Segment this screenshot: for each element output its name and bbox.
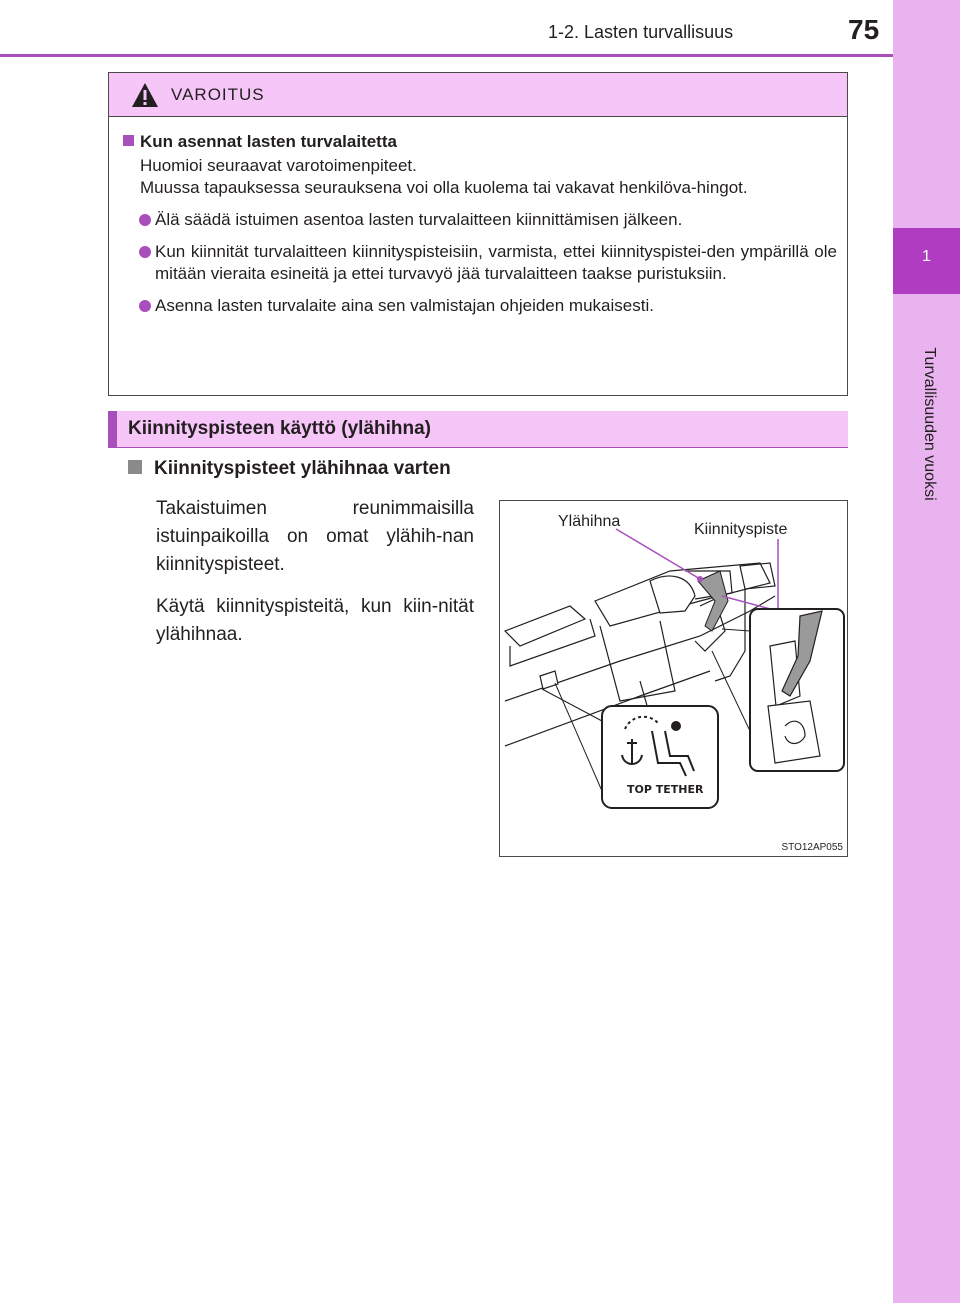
subheading-row	[128, 458, 451, 480]
section-heading: Kiinnityspisteen käyttö (ylähihna)	[128, 418, 431, 439]
square-bullet-icon	[123, 135, 134, 146]
chapter-number: 1	[922, 248, 931, 265]
warning-bullet	[123, 209, 837, 231]
chapter-side-tab	[893, 0, 960, 1303]
warning-intro-1: Huomioi seuraavat varotoimenpiteet.	[140, 156, 417, 175]
body-paragraph-1: Takaistuimen reunimmaisilla istuinpaikoilla on omat ylähih-nan kiinnityspisteet.	[156, 498, 474, 575]
section-heading-bar	[108, 411, 848, 448]
header-rule	[0, 54, 893, 57]
warning-header	[109, 73, 847, 117]
warning-triangle-icon	[131, 82, 159, 108]
round-bullet-icon	[139, 214, 151, 226]
warning-heading: Kun asennat lasten turvalaitetta	[140, 132, 397, 151]
warning-body	[123, 131, 837, 317]
top-tether-badge-text: TOP TETHER	[627, 783, 704, 796]
warning-bullet	[123, 295, 837, 317]
warning-bullet	[123, 241, 837, 285]
heading-accent	[108, 411, 117, 447]
round-bullet-icon	[139, 246, 151, 258]
warning-box	[108, 72, 848, 396]
subheading: Kiinnityspisteet ylähihnaa varten	[154, 458, 451, 479]
round-bullet-icon	[139, 300, 151, 312]
warning-bullet-text: Kun kiinnität turvalaitteen kiinnityspisteisiin, varmista, ettei kiinnityspistei-den ympärillä ole mitään vieraita esineitä ja ettei turvavyö jää turvalaitteen taakse puristuksiin.	[155, 242, 837, 283]
warning-title: VAROITUS	[171, 85, 265, 104]
chapter-title-container	[896, 300, 938, 560]
body-paragraph-2: Käytä kiinnityspisteitä, kun kiin-nität ylähihnaa.	[156, 596, 474, 645]
section-title: 1-2. Lasten turvallisuus	[548, 22, 734, 42]
warning-intro-2: Muussa tapauksessa seurauksena voi olla kuolema tai vakavat henkilöva-hingot.	[140, 178, 748, 197]
warning-bullet-text: Älä säädä istuimen asentoa lasten turvalaitteen kiinnittämisen jälkeen.	[155, 210, 683, 229]
label-strap: Ylähihna	[558, 513, 621, 530]
square-bullet-icon	[128, 460, 142, 474]
warning-heading-row	[123, 131, 837, 153]
figure-code: STO12AP055	[781, 842, 843, 853]
seat-illustration	[500, 501, 846, 855]
label-anchor: Kiinnityspiste	[694, 521, 788, 538]
tether-illustration	[499, 500, 848, 857]
warning-bullet-text: Asenna lasten turvalaite aina sen valmistajan ohjeiden mukaisesti.	[155, 296, 654, 315]
page-number: 75	[848, 14, 880, 45]
chapter-title: Turvallisuuden vuoksi	[921, 347, 938, 501]
